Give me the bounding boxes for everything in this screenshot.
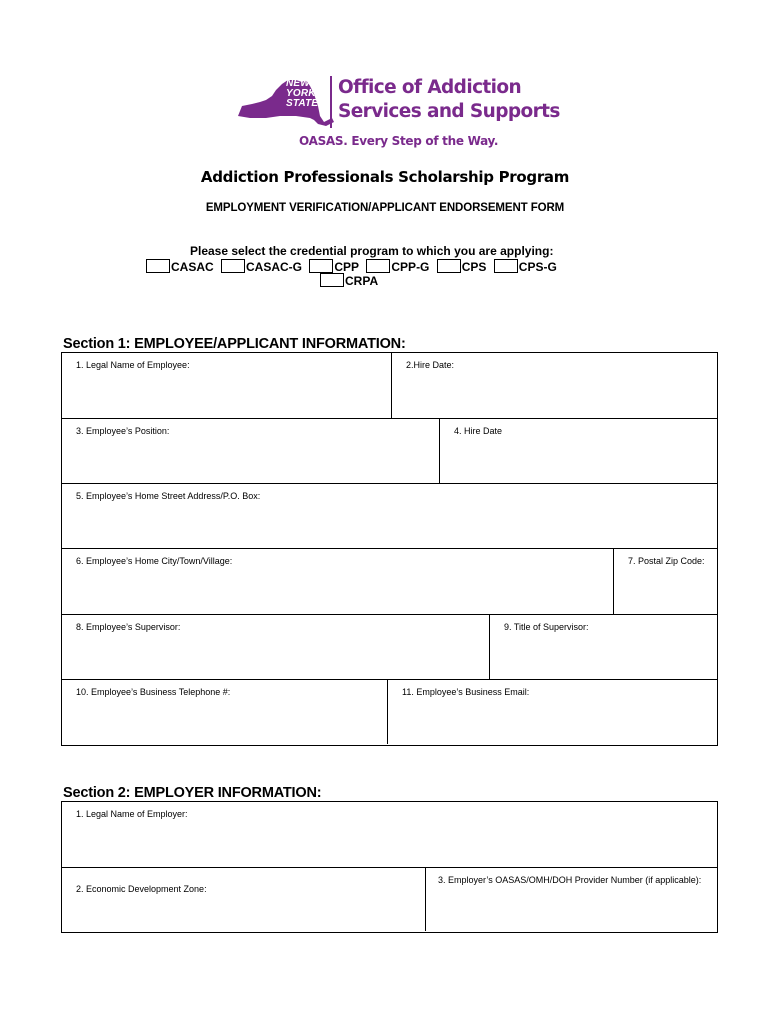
form-row xyxy=(62,353,717,419)
credential-options-row-2 xyxy=(320,273,382,287)
business-telephone-field[interactable]: 10. Employee’s Business Telephone #: xyxy=(76,687,231,697)
home-street-address-field[interactable]: 5. Employee’s Home Street Address/P.O. Box: xyxy=(76,491,261,501)
supervisor-title-field[interactable]: 9. Title of Supervisor: xyxy=(489,615,717,679)
checkbox[interactable] xyxy=(494,259,518,273)
org-name: Office of Addiction Services and Supports xyxy=(338,77,560,122)
form-title: EMPLOYMENT VERIFICATION/APPLICANT ENDORSEMENT FORM xyxy=(205,202,565,214)
checkbox[interactable] xyxy=(437,259,461,273)
supervisor-field[interactable]: 8. Employee’s Supervisor: xyxy=(76,622,181,632)
form-row xyxy=(62,484,717,549)
credential-option-cpp[interactable]: CPP xyxy=(309,259,363,274)
form-row xyxy=(62,868,717,931)
new-york-state-wordmark: NEW YORK STATE xyxy=(286,78,319,109)
employer-legal-name-field[interactable]: 1. Legal Name of Employer: xyxy=(76,809,188,819)
business-email-field[interactable]: 11. Employee’s Business Email: xyxy=(387,680,717,744)
credential-options xyxy=(146,259,561,273)
checkbox[interactable] xyxy=(146,259,170,273)
employer-info-form xyxy=(61,801,718,933)
credential-option-casac-g[interactable]: CASAC-G xyxy=(221,259,306,274)
logo-divider xyxy=(330,76,332,128)
oasas-logo xyxy=(236,74,560,154)
credential-option-cps-g[interactable]: CPS-G xyxy=(494,259,561,274)
credential-option-cps[interactable]: CPS xyxy=(437,259,491,274)
provider-number-field[interactable]: 3. Employer’s OASAS/OMH/DOH Provider Number (if applicable): xyxy=(425,868,717,931)
checkbox[interactable] xyxy=(309,259,333,273)
credential-prompt: Please select the credential program to which you are applying: xyxy=(190,244,554,258)
checkbox[interactable] xyxy=(366,259,390,273)
credential-option-cpp-g[interactable]: CPP-G xyxy=(366,259,433,274)
hire-date-field-2[interactable]: 4. Hire Date xyxy=(439,419,717,483)
hire-date-field[interactable]: 2.Hire Date: xyxy=(391,353,717,418)
form-row xyxy=(62,549,717,615)
tagline: OASAS. Every Step of the Way. xyxy=(299,134,499,148)
checkbox[interactable] xyxy=(320,273,344,287)
economic-development-zone-field[interactable]: 2. Economic Development Zone: xyxy=(76,884,207,894)
program-title: Addiction Professionals Scholarship Program xyxy=(200,168,570,186)
credential-option-crpa[interactable]: CRPA xyxy=(320,273,382,288)
form-row xyxy=(62,419,717,484)
employee-info-form xyxy=(61,352,718,746)
form-row xyxy=(62,680,717,744)
section-2-title: Section 2: EMPLOYER INFORMATION: xyxy=(63,785,322,801)
postal-zip-code-field[interactable]: 7. Postal Zip Code: xyxy=(613,549,717,614)
employee-position-field[interactable]: 3. Employee’s Position: xyxy=(76,426,170,436)
home-city-field[interactable]: 6. Employee’s Home City/Town/Village: xyxy=(76,556,233,566)
employee-legal-name-field[interactable]: 1. Legal Name of Employee: xyxy=(76,360,190,370)
form-row xyxy=(62,615,717,680)
section-1-title: Section 1: EMPLOYEE/APPLICANT INFORMATION: xyxy=(63,336,406,352)
form-row xyxy=(62,802,717,868)
credential-option-casac[interactable]: CASAC xyxy=(146,259,218,274)
checkbox[interactable] xyxy=(221,259,245,273)
